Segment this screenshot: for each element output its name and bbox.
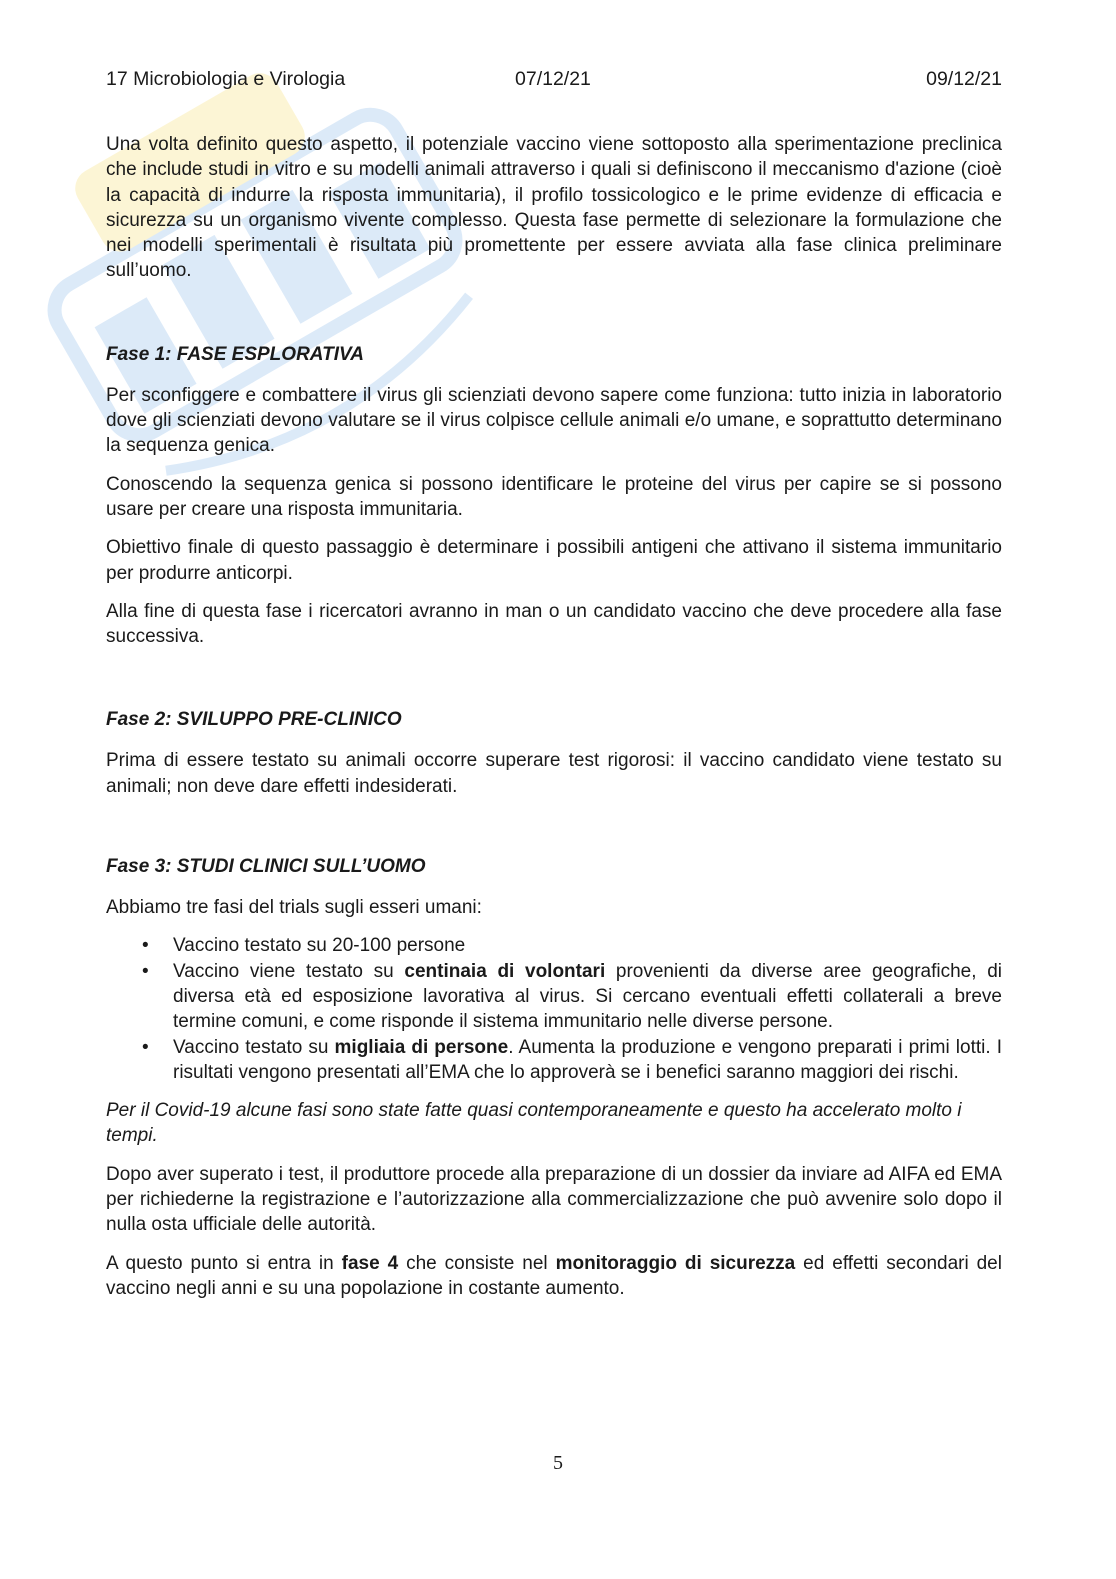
fase4-paragraph: A questo punto si entra in fase 4 che consiste nel monitoraggio di sicurezza ed effetti secondari del vaccino negli anni e su una popolazione in costante aumento. xyxy=(106,1252,1002,1299)
covid-note: Per il Covid-19 alcune fasi sono state fatte quasi contemporaneamente e questo ha accelerato molto i tempi. xyxy=(106,1100,962,1147)
header-date-start: 07/12/21 xyxy=(515,68,591,90)
page-header xyxy=(106,66,1002,92)
header-date-end: 09/12/21 xyxy=(926,68,1002,90)
fase1-paragraph-2: Conoscendo la sequenza genica si possono identificare le proteine del virus per capire se si possono usare per creare una risposta immunitaria. xyxy=(106,473,1002,520)
fase3-intro: Abbiamo tre fasi del trials sugli esseri umani: xyxy=(106,897,482,919)
fase1-paragraph-4: Alla fine di questa fase i ricercatori avranno in man o un candidato vaccino che deve procedere alla fase successiva. xyxy=(106,600,1002,648)
list-item: • Vaccino testato su migliaia di persone. Aumenta la produzione e vengono preparati i primi lotti. I risultati vengono presentati all’EMA che lo approverà se i benefici saranno maggiori dei rischi. xyxy=(173,1035,1002,1086)
section-heading-fase1: Fase 1: FASE ESPLORATIVA xyxy=(106,343,364,365)
list-item: • Vaccino viene testato su centinaia di volontari provenienti da diverse aree geografiche, di diversa età ed esposizione lavorativa al virus. Si cercano eventuali effetti collaterali a breve termine comuni, e come risponde il sistema immunitario nelle diverse persone. xyxy=(173,959,1002,1035)
list-item: • Vaccino testato su 20-100 persone xyxy=(173,933,1002,958)
intro-paragraph: Una volta definito questo aspetto, il potenziale vaccino viene sottoposto alla sperimentazione preclinica che include studi in vitro e su modelli animali attraverso i quali si definiscono il meccanismo d'azione (cioè la capacità di indurre la risposta immunitaria), il profilo tossicologico e le prime evidenze di efficacia e sicurezza su un organismo vivente complesso. Questa fase permette di selezionare la formulazione che nei modelli sperimentali è risultata più promettente per essere avviata alla fase clinica preliminare sull’uomo. xyxy=(106,134,1002,282)
trial-phases-list xyxy=(106,933,1002,1085)
dossier-paragraph: Dopo aver superato i test, il produttore procede alla preparazione di un dossier da inviare ad AIFA ed EMA per richiederne la registrazione e l’autorizzazione alla commercializzazione che può avvenire solo dopo il nulla osta ufficiale delle autorità. xyxy=(106,1163,1002,1236)
section-heading-fase2: Fase 2: SVILUPPO PRE-CLINICO xyxy=(106,709,402,731)
document-body xyxy=(106,132,1002,1314)
page-number: 5 xyxy=(553,1452,563,1474)
fase1-paragraph-1: Per sconfiggere e combattere il virus gli scienziati devono sapere come funziona: tutto inizia in laboratorio dove gli scienziati devono valutare se il virus colpisce cellule animali e/o umane, e soprattutto determinano la sequenza genica. xyxy=(106,384,1002,457)
course-title: 17 Microbiologia e Virologia xyxy=(106,68,346,90)
fase1-paragraph-3: Obiettivo finale di questo passaggio è determinare i possibili antigeni che attivano il sistema immunitario per produrre anticorpi. xyxy=(106,537,1002,584)
section-heading-fase3: Fase 3: STUDI CLINICI SULL’UOMO xyxy=(106,856,426,878)
fase2-paragraph-1: Prima di essere testato su animali occorre superare test rigorosi: il vaccino candidato viene testato su animali; non deve dare effetti indesiderati. xyxy=(106,750,1002,797)
